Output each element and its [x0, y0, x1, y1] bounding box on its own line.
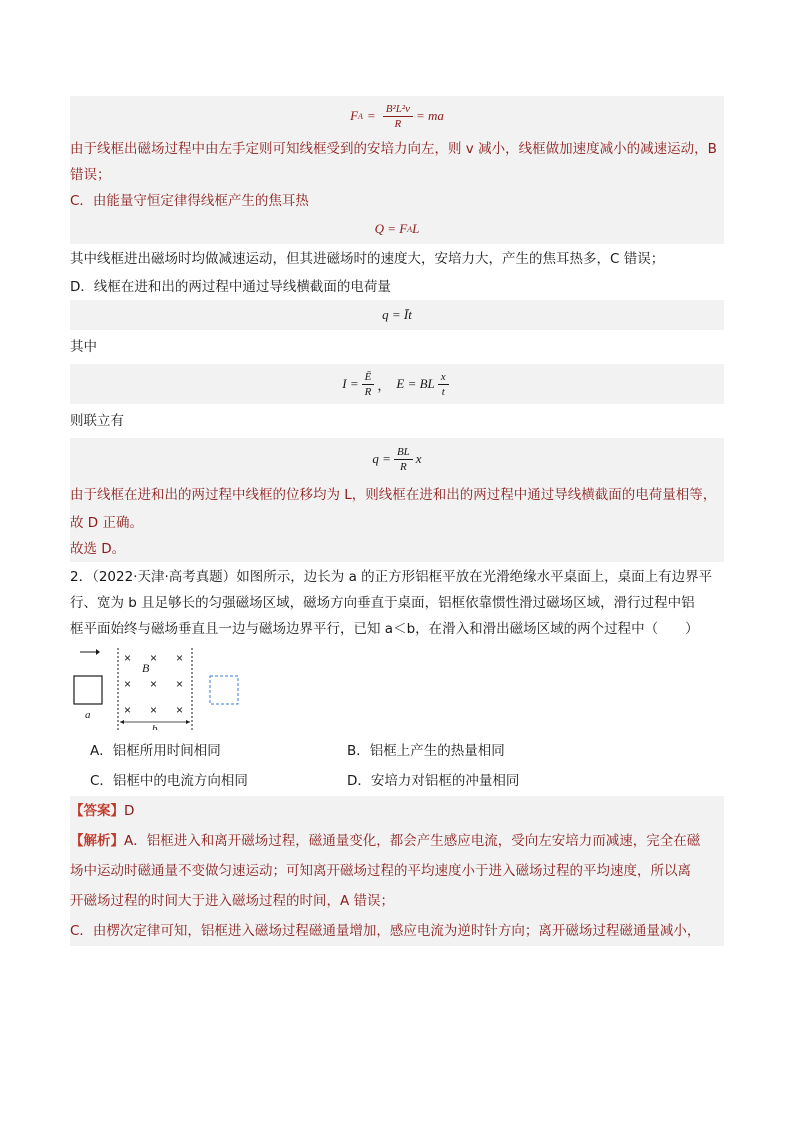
eq1-lhs-sub: A: [358, 111, 363, 121]
eq5-fraction: [394, 445, 413, 474]
analysis-line4: C．由楞次定律可知，铝框进入磁场过程磁通量增加，感应电流为逆时针方向；离开磁场过程磁通量减小，: [70, 916, 724, 946]
eq1-denominator: R: [394, 117, 402, 130]
eq4-i-num: Ē: [362, 370, 375, 385]
eq4-e-lhs: E = BL: [396, 376, 435, 391]
cross: ×: [176, 651, 184, 665]
eq5-num: BL: [394, 445, 413, 460]
text-c-line2: 其中线框进出磁场时均做减速运动，但其进磁场时的速度大，安培力大，产生的焦耳热多，C 错误；: [70, 251, 665, 267]
analysis-text1: A．铝框进入和离开磁场过程，磁通量变化，都会产生感应电流，受向左安培力而减速，完全在磁: [124, 833, 701, 849]
cross: ×: [176, 677, 184, 691]
analysis-label: 【解析】: [70, 833, 124, 849]
dimension-b-label: b: [152, 723, 158, 730]
equation-charge-result: [70, 438, 724, 480]
analysis-line1: [70, 826, 724, 856]
text-c-line1: C．由能量守恒定律得线框产生的焦耳热: [70, 188, 724, 214]
question2-line1: 2．（2022·天津·高考真题）如图所示，边长为 a 的正方形铝框平放在光滑绝缘水平桌面上，桌面上有边界平: [70, 569, 713, 585]
cross: ×: [150, 651, 158, 665]
question2-line2: 行、宽为 b 且足够长的匀强磁场区域，磁场方向垂直于桌面，铝框依靠惯性滑过磁场区域，滑行过程中铝: [70, 595, 695, 611]
eq4-e-num: x: [438, 370, 449, 385]
magnetic-field-diagram: [70, 648, 310, 730]
analysis-line2: 场中运动时磁通量不变做匀速运动；可知离开磁场过程的平均速度小于进入磁场过程的平均速度，所以离: [70, 856, 724, 886]
eq5-den: R: [400, 460, 407, 473]
velocity-arrowhead: [96, 649, 100, 655]
text-b-line2: 错误；: [70, 162, 724, 188]
option-d[interactable]: D．安培力对铝框的冲量相同: [347, 773, 520, 789]
answer-value: D: [124, 803, 135, 819]
eq2-sub: A: [407, 224, 413, 234]
equation-charge: [70, 300, 724, 330]
eq1-rhs: = ma: [416, 108, 444, 123]
answer-line: [70, 796, 724, 826]
eq4-e-den: t: [441, 385, 445, 398]
option-c[interactable]: C．铝框中的电流方向相同: [90, 773, 248, 789]
text-choose: 故选 D。: [70, 536, 724, 562]
eq4-i-lhs: I =: [342, 376, 359, 391]
aluminum-frame: [74, 676, 102, 704]
text-qizhong: 其中: [70, 339, 97, 355]
eq4-i-den: R: [364, 385, 372, 398]
eq1-lhs: F: [350, 108, 359, 123]
answer-label: 【答案】: [70, 803, 124, 819]
text-d-line2: 由于线框在进和出的两过程中线框的位移均为 L，则线框在进和出的两过程中通过导线横截面的电荷量相等，: [70, 480, 724, 510]
analysis-line3: 开磁场过程的时间大于进入磁场过程的时间，A 错误；: [70, 886, 724, 916]
option-b[interactable]: B．铝框上产生的热量相同: [347, 743, 505, 759]
field-crosses: [124, 651, 183, 717]
cross: ×: [150, 677, 158, 691]
eq5-lhs: q =: [372, 451, 391, 466]
option-a[interactable]: A．铝框所用时间相同: [90, 743, 221, 759]
page-content: [70, 96, 724, 946]
cross: ×: [124, 651, 132, 665]
text-lianli: 则联立有: [70, 413, 124, 429]
dimension-a-label: a: [85, 709, 91, 721]
eq2-tail: L: [412, 221, 420, 236]
text-d-line1: D．线框在进和出的两过程中通过导线横截面的电荷量: [70, 279, 391, 295]
eq4-e-fraction: [438, 370, 449, 399]
equation-joule-heat: [70, 214, 724, 244]
cross: ×: [124, 703, 132, 717]
cross: ×: [150, 703, 158, 717]
eq1-numerator: B²L²v: [383, 102, 413, 117]
cross: ×: [124, 677, 132, 691]
eq4-i-fraction: [362, 370, 375, 399]
eq4-separator: ，: [377, 377, 391, 393]
equation-current-emf: [70, 364, 724, 404]
equation-ampere-force: F A = $\frac{\text{B²L²v}}{R}$ = ma: [70, 96, 724, 136]
eq3-main: q = Īt: [382, 307, 412, 322]
field-label: B: [142, 661, 150, 675]
eq1-fraction: [383, 102, 413, 131]
options-grid: [70, 736, 724, 796]
eq5-tail: x: [415, 451, 422, 466]
frame-exit-position: [210, 676, 238, 704]
text-b-line1: 由于线框出磁场过程中由左手定则可知线框受到的安培力向左，则 v 减小，线框做加速度减小的减速运动，B: [70, 136, 724, 162]
text-d-line3: 故 D 正确。: [70, 510, 724, 536]
question2-figure: [70, 648, 724, 730]
cross: ×: [176, 703, 184, 717]
eq2-main: Q = F: [374, 221, 408, 236]
question2-line3: 框平面始终与磁场垂直且一边与磁场边界平行，已知 a＜b，在滑入和滑出磁场区域的两个过程中（ ）: [70, 621, 699, 637]
